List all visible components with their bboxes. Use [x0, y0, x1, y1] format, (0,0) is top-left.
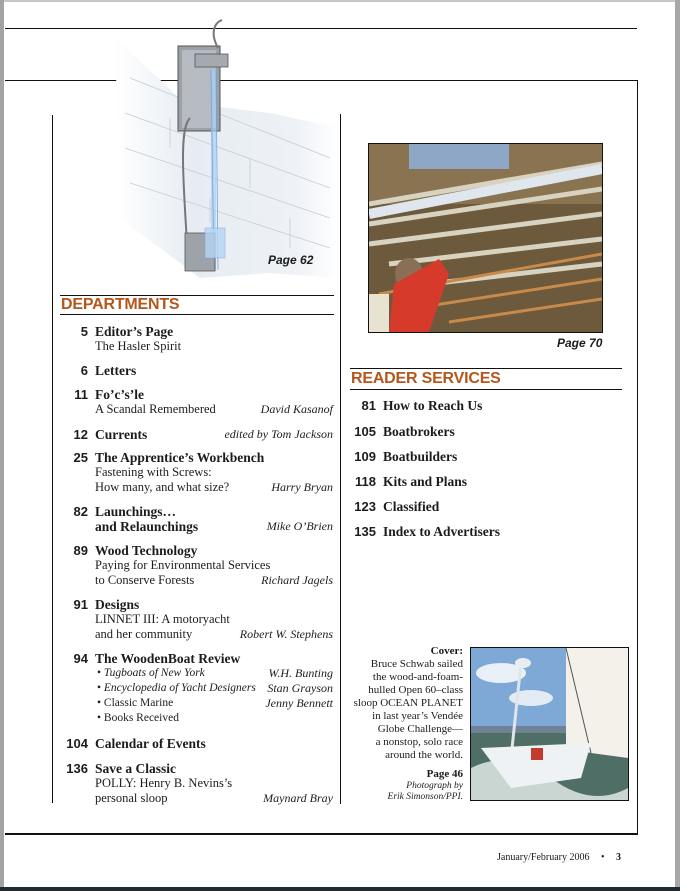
page-number: 136: [66, 761, 88, 776]
entry-subtitle: personal sloop: [95, 791, 168, 805]
page-number-footer: 3: [616, 852, 621, 863]
review-item-title: Encyclopedia of Yacht Designers: [103, 682, 256, 694]
entry-subtitle: How many, and what size?: [95, 480, 230, 494]
entry-title: Editor’s Page: [95, 324, 174, 339]
entry-title: Save a Classic: [95, 761, 176, 776]
page-number: 105: [354, 424, 376, 439]
page-number: 94: [73, 651, 88, 666]
page-number: 104: [66, 736, 88, 751]
cover-credit-line: Photograph by: [406, 781, 463, 791]
page-number: 123: [354, 499, 376, 514]
entry-title: Calendar of Events: [95, 736, 206, 751]
entry-title: Boatbuilders: [383, 449, 458, 464]
boatbuilding-photo: [368, 143, 603, 333]
entry-subtitle: to Conserve Forests: [95, 573, 195, 587]
cover-line: Globe Challenge—: [377, 723, 463, 735]
cover-credit: [352, 768, 463, 803]
reader-services-top-rule: [350, 368, 622, 369]
footer: [497, 852, 621, 863]
entry-title-line2: and Relaunchings: [95, 519, 199, 534]
entry-subtitle: and her community: [95, 627, 193, 641]
frame-right-rule: [637, 80, 638, 835]
entry-subtitle: Fastening with Screws:: [95, 465, 212, 479]
window-scrollbar[interactable]: [675, 0, 680, 891]
review-item-byline: Jenny Bennett: [265, 696, 333, 710]
footer-separator: •: [600, 852, 605, 863]
window-top-edge: [0, 0, 680, 2]
bullet: •: [97, 697, 102, 709]
cover-line: a nonstop, solo race: [375, 736, 463, 748]
window-left-edge: [0, 0, 4, 891]
cover-line: in last year’s Vendée: [372, 710, 463, 722]
cover-line: around the world.: [385, 749, 463, 761]
page-number: 89: [73, 543, 88, 558]
review-item-title: Classic Marine: [103, 697, 174, 709]
window-bottom-bar: [0, 887, 680, 891]
cover-page: Page 46: [426, 768, 463, 780]
entry-title: Launchings…: [95, 504, 177, 519]
entry-subtitle: LINNET III: A motoryacht: [95, 612, 230, 626]
cover-photo: [470, 647, 629, 801]
entry-title: Currents: [95, 427, 148, 442]
entry-title: Fo’c’s’le: [95, 387, 144, 402]
entry-byline: David Kasanof: [260, 402, 333, 416]
entry-byline: edited by Tom Jackson: [224, 427, 333, 441]
page-number: 6: [80, 363, 88, 378]
illustration-caption: Page 62: [268, 253, 314, 267]
entry-byline: Harry Bryan: [271, 480, 333, 494]
entry-byline: Mike O’Brien: [266, 519, 333, 533]
entry-title: Boatbrokers: [383, 424, 455, 439]
review-item: [97, 711, 179, 726]
entry-title: The WoodenBoat Review: [95, 651, 241, 666]
entry-title: Letters: [95, 363, 137, 378]
page-number: 118: [355, 474, 376, 489]
entry-title: Designs: [95, 597, 140, 612]
bullet: •: [97, 667, 102, 679]
hasler-illustration: [110, 18, 340, 293]
entry-title: Kits and Plans: [383, 474, 468, 489]
frame-bottom-rule: [5, 833, 638, 835]
page-number: 11: [74, 387, 88, 402]
review-item: [97, 681, 256, 696]
entry-subtitle: Paying for Environmental Services: [95, 558, 271, 572]
page-number: 91: [73, 597, 88, 612]
entry-title: Wood Technology: [95, 543, 198, 558]
page-number: 5: [80, 324, 88, 339]
page-number: 82: [73, 504, 88, 519]
departments-bottom-rule: [60, 314, 334, 315]
page-number: 109: [354, 449, 376, 464]
entry-subtitle: A Scandal Remembered: [95, 402, 216, 416]
cover-credit-line: Erik Simonson/PPI.: [387, 792, 463, 802]
bullet: •: [97, 712, 102, 724]
cover-line: Bruce Schwab sailed: [370, 658, 463, 670]
entry-title: The Apprentice’s Workbench: [95, 450, 265, 465]
entry-subtitle: The Hasler Spirit: [95, 339, 182, 353]
review-item-title: Tugboats of New York: [103, 667, 205, 679]
page-number: 25: [73, 450, 88, 465]
left-column-rule: [52, 115, 53, 803]
entry-title: Classified: [383, 499, 440, 514]
departments-heading: DEPARTMENTS: [61, 296, 180, 313]
entry-title: How to Reach Us: [383, 398, 483, 413]
cover-caption: [352, 645, 463, 762]
cover-line: the wood-and-foam-: [372, 671, 463, 683]
cover-line: sloop OCEAN PLANET: [353, 697, 463, 709]
review-item: [97, 666, 205, 681]
reader-services-heading: READER SERVICES: [351, 370, 501, 387]
issue-date: January/February 2006: [497, 852, 590, 863]
bullet: •: [97, 682, 102, 694]
page-number: 12: [73, 427, 88, 442]
review-item-title: Books Received: [103, 712, 179, 724]
cover-line: hulled Open 60–class: [368, 684, 463, 696]
review-item-byline: Stan Grayson: [267, 681, 333, 695]
page-number: 135: [354, 524, 376, 539]
reader-services-bottom-rule: [350, 389, 622, 390]
review-item: [97, 696, 173, 711]
page-number: 81: [361, 398, 376, 413]
cover-label: Cover:: [430, 645, 463, 657]
entry-byline: Maynard Bray: [263, 791, 333, 805]
entry-subtitle: POLLY: Henry B. Nevins’s: [95, 776, 233, 790]
photo-caption: Page 70: [557, 336, 603, 350]
review-item-byline: W.H. Bunting: [268, 666, 333, 680]
entry-byline: Robert W. Stephens: [239, 627, 333, 641]
entry-title: Index to Advertisers: [383, 524, 500, 539]
entry-byline: Richard Jagels: [261, 573, 333, 587]
